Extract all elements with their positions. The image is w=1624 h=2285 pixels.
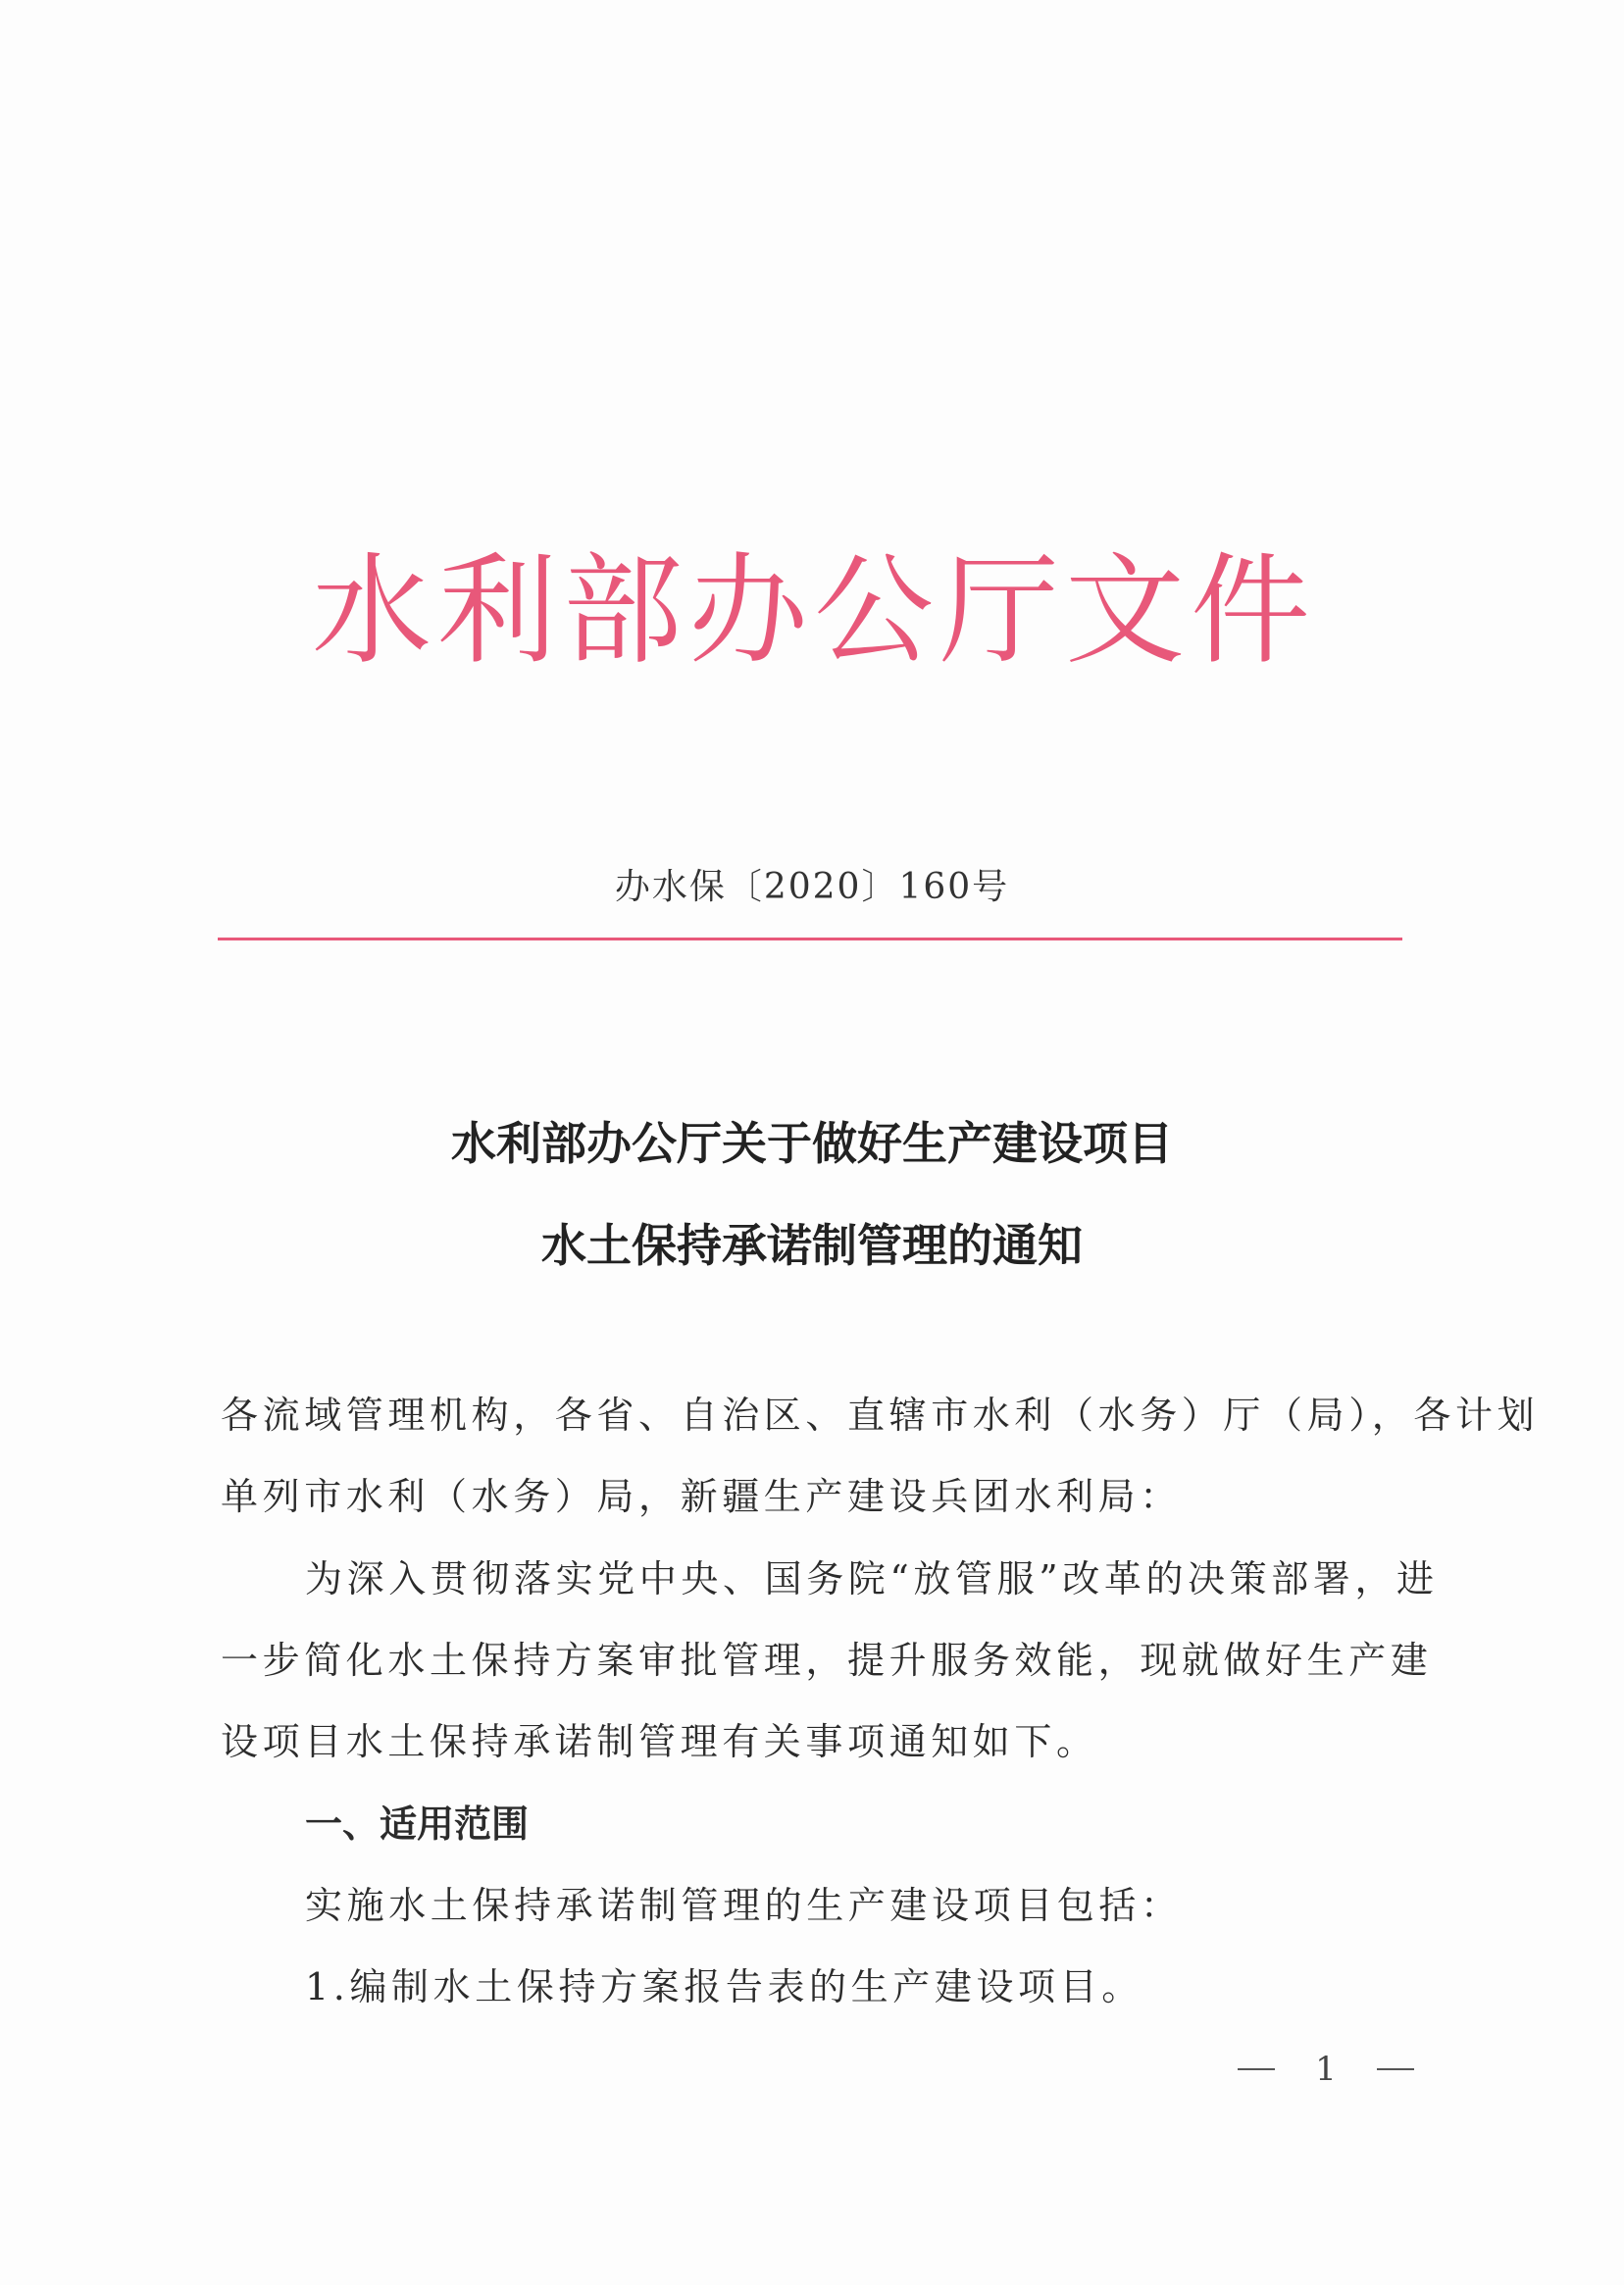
section-1-intro: 实施水土保持承诺制管理的生产建设项目包括： — [305, 1884, 1183, 1927]
section-heading-scope: 一、适用范围 — [305, 1803, 530, 1846]
document-title-line-2: 水土保持承诺制管理的通知 — [541, 1219, 1083, 1272]
addressee-line-1: 各流域管理机构，各省、自治区、直辖市水利（水务）厅（局），各计划 — [221, 1394, 1540, 1437]
intro-paragraph-line-3: 设项目水土保持承诺制管理有关事项通知如下。 — [221, 1720, 1098, 1763]
document-number: 办水保〔2020〕160号 — [614, 867, 1010, 907]
left-dash-decoration — [1238, 2068, 1275, 2070]
intro-paragraph-line-2: 一步简化水土保持方案审批管理，提升服务效能，现就做好生产建 — [221, 1639, 1433, 1682]
page-number-footer — [1238, 2050, 1414, 2089]
red-divider-line — [218, 938, 1402, 940]
intro-paragraph-line-1: 为深入贯彻落实党中央、国务院“放管服”改革的决策部署，进 — [305, 1557, 1439, 1600]
document-title-line-1: 水利部办公厅关于做好生产建设项目 — [451, 1117, 1173, 1170]
addressee-line-2: 单列市水利（水务）局，新疆生产建设兵团水利局： — [221, 1475, 1182, 1518]
section-1-item-1: 1.编制水土保持方案报告表的生产建设项目。 — [305, 1965, 1143, 2008]
right-dash-decoration — [1377, 2068, 1414, 2070]
issuer-banner: 水利部办公厅文件 — [312, 541, 1316, 681]
page-number: 1 — [1315, 2050, 1337, 2089]
